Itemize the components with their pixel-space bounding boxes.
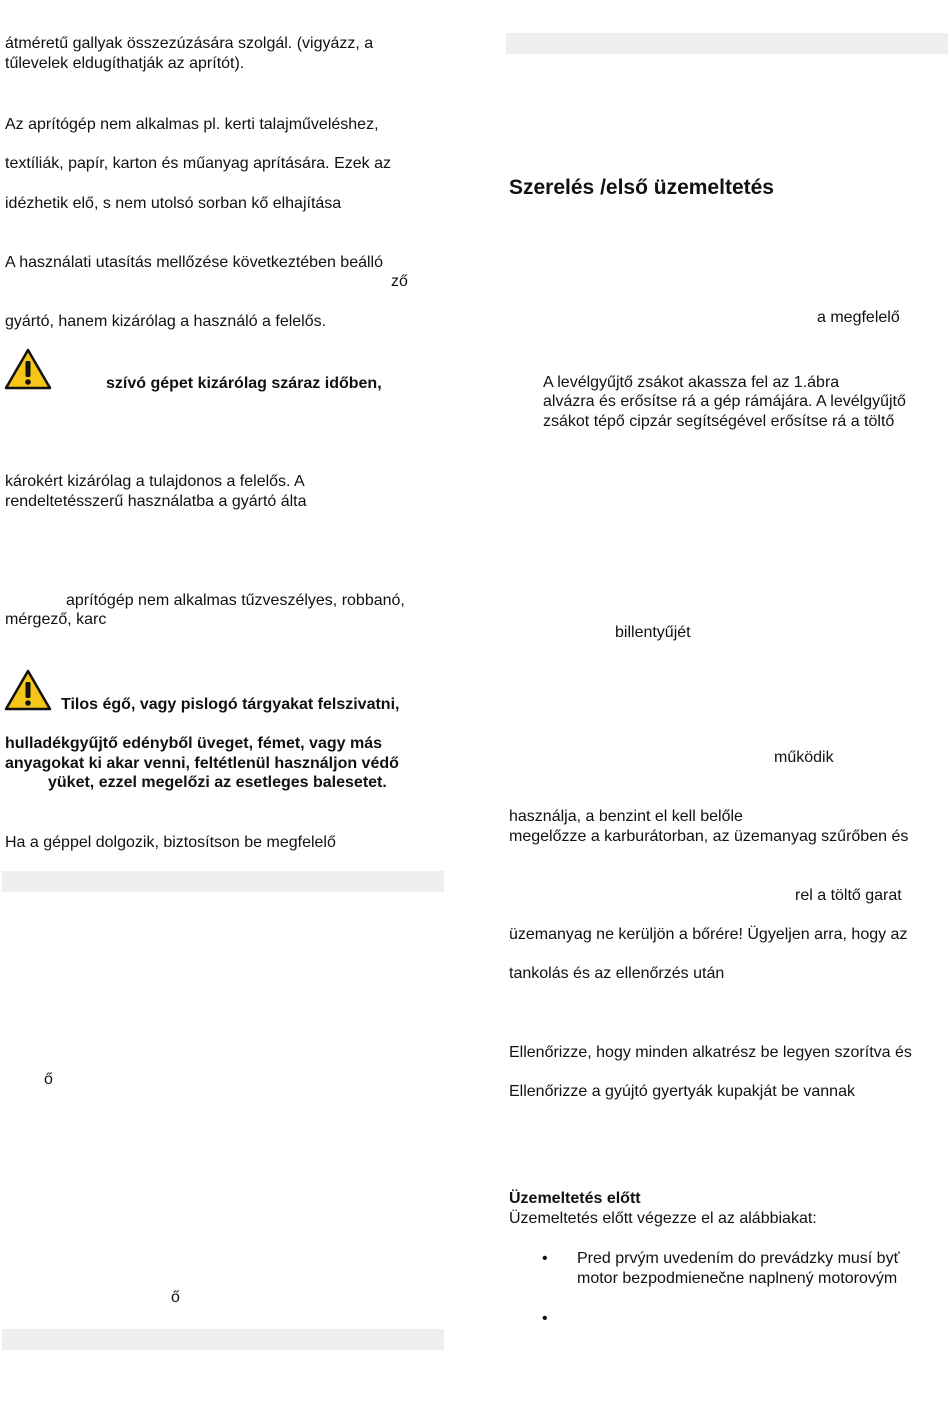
warning-triangle-icon [4,669,52,711]
section-bar [506,33,948,54]
bullet-marker: • [542,1250,548,1267]
text-fragment-hopper: rel a töltő garat [795,887,902,904]
paragraph-hazardous-line-2: mérgező, karc [5,611,107,628]
paragraph-after-refuel: tankolás és az ellenőrzés után [509,965,725,982]
warning-burning-objects: Tilos égő, vagy pislogó tárgyakat felszivatni, [61,696,400,713]
paragraph-liability-line-2: gyártó, hanem kizárólag a használó a felelős. [5,313,327,330]
paragraph-bag-line-1: A levélgyűjtő zsákot akassza fel az 1.ábra [543,374,840,391]
paragraph-purpose-line-2: tűlevelek eldugíthatják az aprítót). [5,55,245,72]
paragraph-fuel-line-1: használja, a benzint el kell belőle [509,808,743,825]
paragraph-ventilation: Ha a géppel dolgozik, biztosítson be megfelelő [5,834,336,851]
paragraph-purpose-line-1: átméretű gallyak összezúzására szolgál. (vigyázz, a [5,35,374,52]
warning-triangle-icon [4,348,52,390]
bullet-marker: • [542,1310,548,1327]
paragraph-bag-line-3: zsákot tépő cipzár segítségével erősítse rá a töltő [543,413,895,430]
paragraph-check-parts: Ellenőrizze, hogy minden alkatrész be legyen szorítva és [509,1044,912,1061]
paragraph-check-plugs: Ellenőrizze a gyújtó gyertyák kupakját be vannak [509,1083,855,1100]
paragraph-hazardous-line-1: aprítógép nem alkalmas tűzveszélyes, robbanó, [66,592,405,609]
section-bar [2,1329,444,1350]
text-fragment-switch: billentyűjét [615,624,691,641]
text-fragment: ő [171,1289,180,1306]
text-fragment-works: működik [774,749,834,766]
paragraph-fuel-line-2: megelőzze a karburátorban, az üzemanyag szűrőben és [509,828,909,845]
paragraph-liability-line-1: A használati utasítás mellőzése következtében beálló [5,254,384,271]
paragraph-unsuitable-line-2: textíliák, papír, karton és műanyag aprítására. Ezek az [5,155,391,172]
paragraph-bag-line-2: alvázra és erősítse rá a gép rámájára. A levélgyűjtő [543,393,906,410]
warning-dry-weather: szívó gépet kizárólag száraz időben, [106,375,382,392]
bold-notice-line-1: hulladékgyűjtő edényből üveget, fémet, vagy más [5,735,382,752]
paragraph-before-operation: Üzemeltetés előtt végezze el az alábbiakat: [509,1210,817,1227]
bold-notice-line-2: anyagokat ki akar venni, feltétlenül használjon védő [5,755,399,772]
sub-heading-before-operation: Üzemeltetés előtt [509,1190,641,1207]
paragraph-unsuitable-line-1: Az aprítógép nem alkalmas pl. kerti talajműveléshez, [5,116,379,133]
paragraph-owner-liability-line-1: károkért kizárólag a tulajdonos a felelős. A [5,473,305,490]
paragraph-skin: üzemanyag ne kerüljön a bőrére! Ügyeljen arra, hogy az [509,926,908,943]
paragraph-liability-fragment: ző [391,273,408,290]
bullet-item-1-line-1: Pred prvým uvedením do prevádzky musí byť [577,1250,900,1267]
section-heading-assembly: Szerelés /első üzemeltetés [509,176,774,199]
paragraph-unsuitable-line-3: idézhetik elő, s nem utolsó sorban kő elhajítása [5,195,342,212]
section-bar [2,871,444,892]
text-fragment: ő [44,1071,53,1088]
paragraph-owner-liability-line-2: rendeltetésszerű használatba a gyártó álta [5,493,307,510]
text-fragment-appropriate: a megfelelő [817,309,900,326]
bullet-item-1-line-2: motor bezpodmienečne naplnený motorovým [577,1270,898,1287]
bold-notice-line-3: yüket, ezzel megelőzi az esetleges balesetet. [48,774,387,791]
